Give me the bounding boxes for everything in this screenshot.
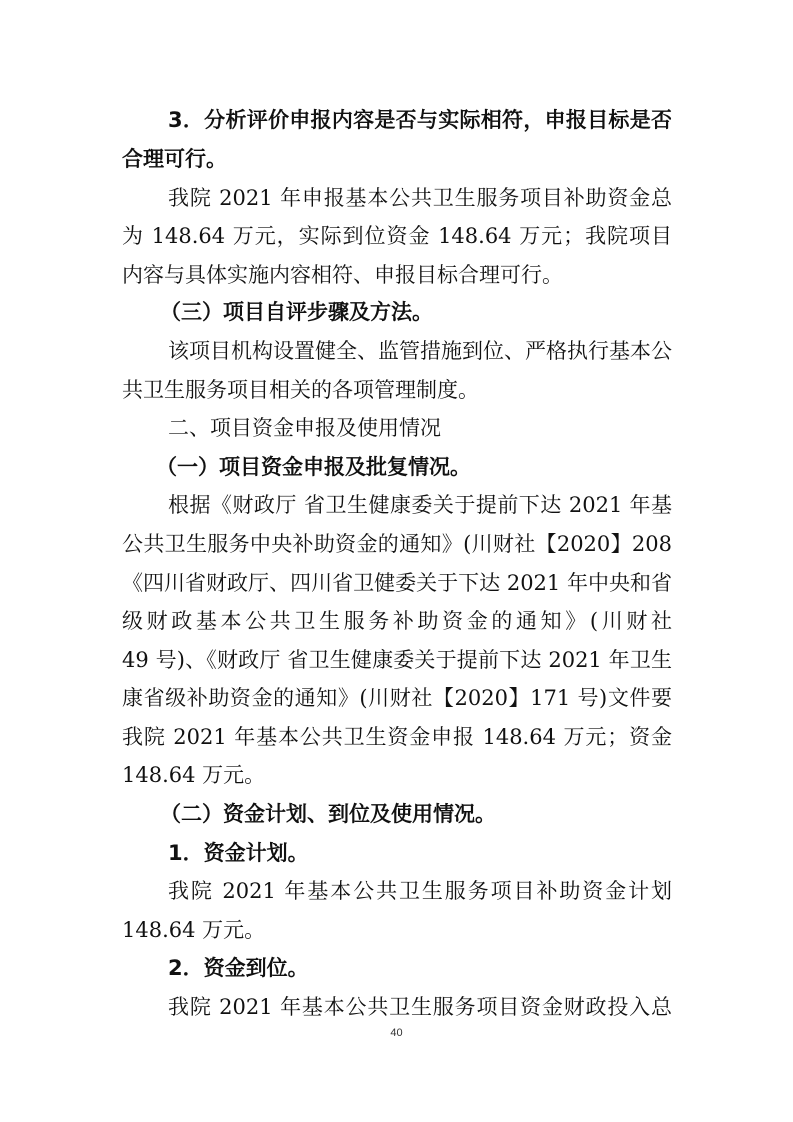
- paragraph-line: 148.64 万元。: [122, 918, 266, 942]
- paragraph-line: 康省级补助资金的通知》(川财社【2020】171 号)文件要: [122, 686, 672, 710]
- paragraph-line: 49 号)、《财政厅 省卫生健康委关于提前下达 2021 年卫生: [122, 648, 672, 672]
- paragraph-line: 该项目机构设置健全、监管措施到位、严格执行基本公: [168, 339, 672, 363]
- section-heading-funds: 二、项目资金申报及使用情况: [168, 416, 441, 440]
- paragraph-line: 我院 2021 年基本公共卫生服务项目资金财政投入总: [168, 995, 672, 1019]
- heading-fund-arrival: 2．资金到位。: [168, 956, 309, 980]
- paragraph-line: 级财政基本公共卫生服务补助资金的通知》(川财社: [122, 609, 672, 633]
- heading-plan-arrival-usage: （二）资金计划、到位及使用情况。: [160, 802, 496, 826]
- paragraph-line: 我院 2021 年基本公共卫生服务项目补助资金计划: [168, 879, 672, 903]
- paragraph-line: 148.64 万元。: [122, 763, 266, 787]
- heading-analysis-cont: 合理可行。: [122, 147, 227, 171]
- paragraph-line: 公共卫生服务中央补助资金的通知》(川财社【2020】208: [122, 532, 672, 556]
- paragraph-line: 为 148.64 万元，实际到位资金 148.64 万元；我院项目: [122, 224, 672, 248]
- paragraph-line: 共卫生服务项目相关的各项管理制度。: [122, 378, 479, 402]
- paragraph-line: 我院 2021 年申报基本公共卫生服务项目补助资金总: [168, 186, 672, 210]
- heading-analysis: 3．分析评价申报内容是否与实际相符，申报目标是否: [168, 108, 672, 132]
- heading-application-approval: （一）项目资金申报及批复情况。: [156, 455, 471, 479]
- paragraph-line: 内容与具体实施内容相符、申报目标合理可行。: [122, 263, 563, 287]
- paragraph-line: 根据《财政厅 省卫生健康委关于提前下达 2021 年基: [168, 493, 672, 517]
- heading-fund-plan: 1．资金计划。: [168, 841, 309, 865]
- page-number: 40: [390, 1027, 403, 1039]
- heading-self-evaluation: （三）项目自评步骤及方法。: [160, 300, 433, 324]
- paragraph-line: 《四川省财政厅、四川省卫健委关于下达 2021 年中央和省: [122, 571, 672, 595]
- paragraph-line: 我院 2021 年基本公共卫生资金申报 148.64 万元；资金: [122, 725, 672, 749]
